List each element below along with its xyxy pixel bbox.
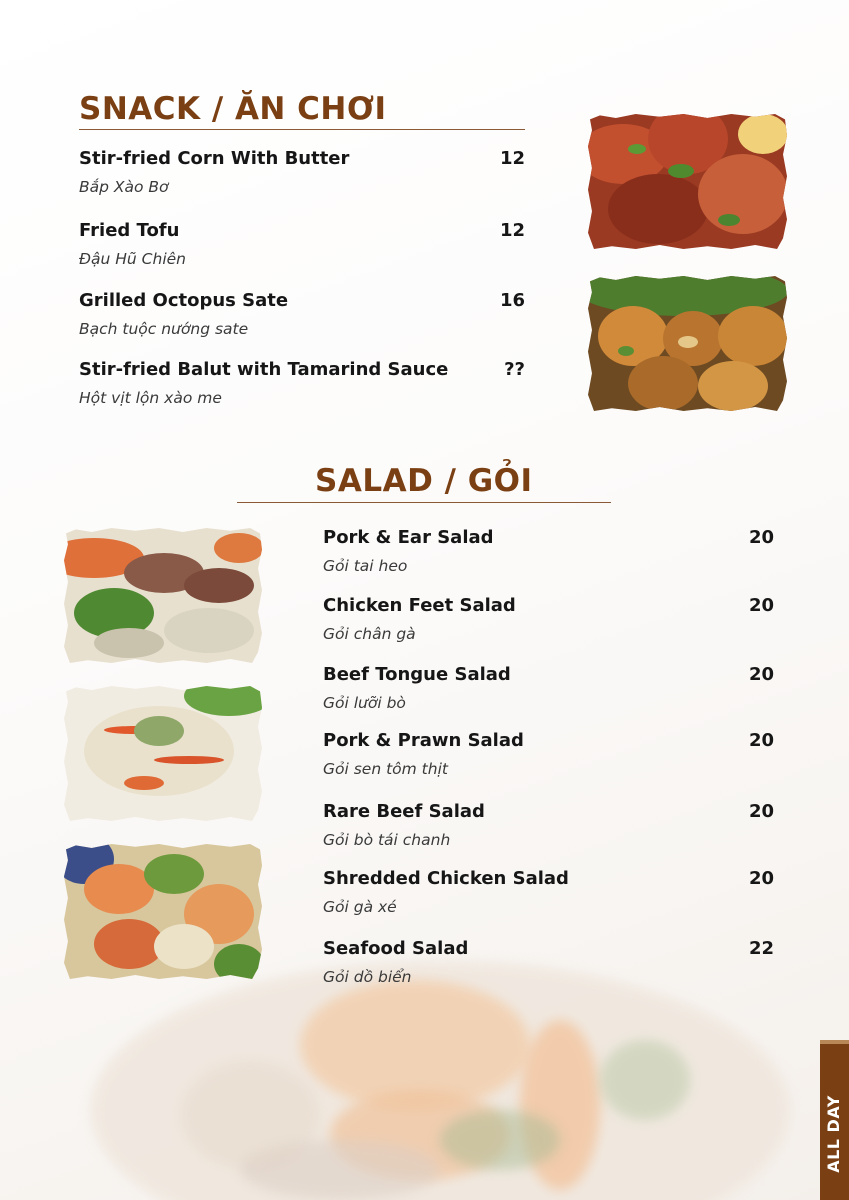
menu-item-price: 22: [748, 938, 774, 959]
pork-ear-salad-photo: [64, 528, 262, 663]
menu-item-name: Stir-fried Balut with Tamarind Sauce: [79, 359, 449, 380]
menu-item-vietnamese-name: Hột vịt lộn xào me: [79, 389, 222, 407]
menu-item-price: 20: [748, 868, 774, 889]
menu-item-name: Grilled Octopus Sate: [79, 290, 289, 311]
menu-item: [79, 220, 186, 269]
menu-item: [323, 868, 569, 917]
menu-item-vietnamese-name: Gỏi lưỡi bò: [323, 694, 406, 712]
menu-item-price: 12: [499, 148, 525, 169]
grilled-octopus-sate-photo: [588, 276, 787, 411]
menu-item: [79, 359, 448, 408]
menu-item-name: Chicken Feet Salad: [323, 595, 516, 616]
menu-item: [79, 290, 288, 339]
menu-item-vietnamese-name: Gỏi bò tái chanh: [323, 831, 451, 849]
menu-item: [323, 801, 485, 850]
menu-item-name: Fried Tofu: [79, 220, 180, 241]
menu-item-name: Rare Beef Salad: [323, 801, 485, 822]
menu-item: [323, 527, 494, 576]
menu-item-name: Pork & Ear Salad: [323, 527, 494, 548]
menu-item: [323, 664, 511, 713]
menu-item: [79, 148, 349, 197]
all-day-label: ALL DAY: [824, 1095, 843, 1173]
menu-item-name: Beef Tongue Salad: [323, 664, 511, 685]
salad-section-title: SALAD / GỎI: [315, 463, 533, 499]
menu-item-price: 20: [748, 595, 774, 616]
menu-item-price: 20: [748, 527, 774, 548]
menu-item-vietnamese-name: Bạch tuộc nướng sate: [79, 320, 249, 338]
menu-item-price: 12: [499, 220, 525, 241]
menu-item-price: 20: [748, 801, 774, 822]
chicken-feet-salad-photo: [64, 686, 262, 821]
menu-item-vietnamese-name: Bắp Xào Bơ: [79, 178, 169, 196]
menu-item-vietnamese-name: Gỏi dồ biển: [323, 968, 412, 986]
menu-item-vietnamese-name: Gỏi tai heo: [323, 557, 408, 575]
menu-item-price: 20: [748, 664, 774, 685]
menu-item: [323, 595, 516, 644]
menu-item-price: 16: [499, 290, 525, 311]
menu-item-price: ??: [504, 359, 525, 380]
all-day-side-tab: [820, 1040, 849, 1200]
menu-item-vietnamese-name: Gỏi sen tôm thịt: [323, 760, 448, 778]
menu-item-name: Pork & Prawn Salad: [323, 730, 524, 751]
menu-item-name: Seafood Salad: [323, 938, 469, 959]
tab-accent-bar: [820, 1040, 849, 1044]
menu-item-price: 20: [748, 730, 774, 751]
menu-item-name: Stir-fried Corn With Butter: [79, 148, 350, 169]
octopus-photo: [588, 114, 787, 249]
snack-section-title: SNACK / ĂN CHƠI: [79, 91, 387, 127]
snack-title-rule: [79, 129, 525, 130]
menu-item-vietnamese-name: Gỏi gà xé: [323, 898, 397, 916]
seafood-salad-photo: [64, 844, 262, 979]
salad-title-rule: [237, 502, 611, 503]
menu-item-name: Shredded Chicken Salad: [323, 868, 569, 889]
menu-item-vietnamese-name: Gỏi chân gà: [323, 625, 416, 643]
menu-item-vietnamese-name: Đậu Hũ Chiên: [79, 250, 186, 268]
menu-item: [323, 938, 468, 987]
menu-item: [323, 730, 524, 779]
